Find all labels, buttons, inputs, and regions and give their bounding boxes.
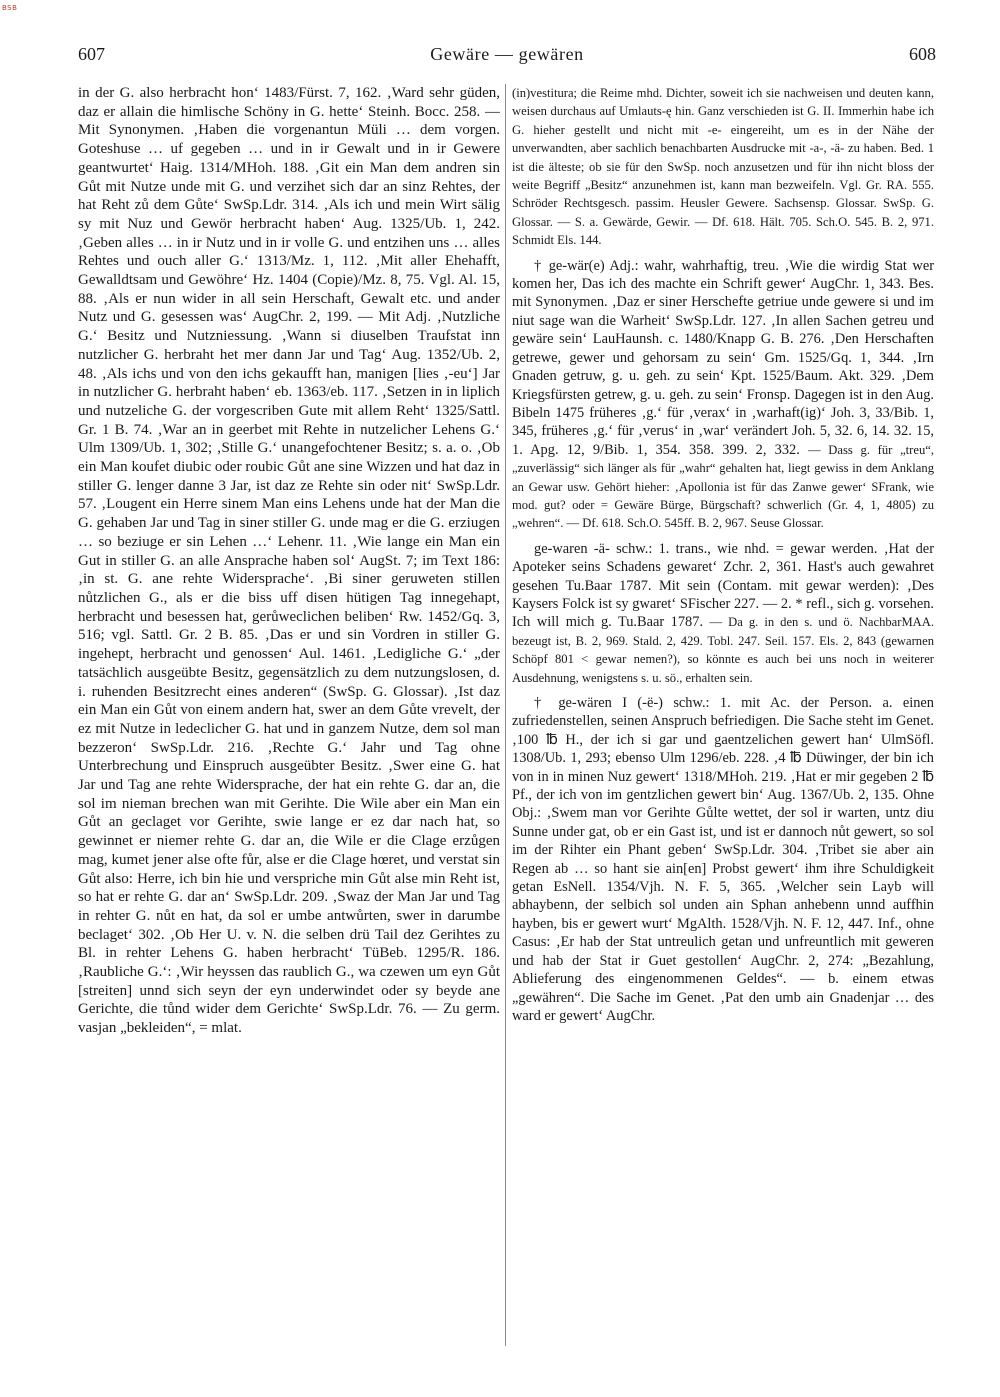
library-stamp: BSB (2, 4, 18, 12)
entry-gewaren (512, 540, 934, 687)
entry-gewaere-adj (512, 257, 934, 533)
page-number-right: 608 (909, 44, 936, 64)
entry-gewaere-adj-text: † ge-wär(e) Adj.: wahr, wahrhaftig, treu. ‚Wie die wirdig Stat wer komen her, Das ich des machte ein Schrift gewer‘ AugChr. 1, 343. Bes. mit Synonymen. ‚Daz er siner Herschefte getriue unde gewere si und im niut sage wan die Warheit‘ SwSp.Ldr. 127. ‚In allen Sachen getreu und gewäre sein‘ LauHaunsh. c. 1480/Knapp G. B. 276. ‚Den Herschaften getrewe, gewer und gehorsam zu sein‘ Gm. 1525/Gq. 1, 344. ‚Irn Gnaden getruw, g. u. geh. zu sein‘ Kpt. 1525/Baum. Akt. 329. ‚Dem Kriegsfürsten getrew, g. u. geh. zu sein‘ Fronsp. Dagegen ist in den Aug. Bibeln 1475 früheres ‚g.‘ für ‚verax‘ in ‚warhaft(ig)‘ Joh. 3, 33/Bib. 1, 345, früheres ‚g.‘ für ‚verus‘ in ‚war‘ verändert Joh. 5, 32. 6, 14. 32. 15, 1. Apg. 12, 9/Bib. 1, 354. 358. 399. 2, 332. (512, 257, 934, 458)
entry-gewaeren-i: † ge-wären I (-ë-) schw.: 1. mit Ac. der Person. a. einen zufriedenstellen, seinen Anspruch befriedigen. Die Sache steht im Genet. ‚100 ℔ H., der ich si gar und gaentzelichen gewert han‘ UlmSöfl. 1308/Ub. 1, 293; ebenso Ulm 1296/eb. 228. ‚4 ℔ Düwinger, der bin ich von in in minen Nuz gewert‘ 1318/MHoh. 219. ‚Hat er mir gegeben 2 ℔ Pf., der ich von im gentzlichen gewert bin‘ Aug. 1367/Ub. 2, 135. Ohne Obj.: ‚Swem man vor Gerihte Gůlte wettet, der sol ir warten, untz diu Sunne under gat, ob er ein Gast ist, und ist er dannoch nůt gewert, so sol im der Rihter ein Phant geben‘ SwSp.Ldr. 304. ‚Tribet sie aber ain Regen ab … so hant sie ain[en] Probst gewert‘ ihm ihre Schuldigkeit getan EsNell. 1354/Vjh. N. F. 5, 365. ‚Welcher sein Layb will abhaybenn, der selbich sol unden ain Sphan anhebenn unnd auffhin hayben, bis er gewert wurt‘ MgAlth. 1528/Vjh. N. F. 12, 447. Inf., ohne Casus: ‚Er hab der Stat untreulich getan und unfreuntlich mit geweren und hab der Stat ir Guet gestollen‘ AugChr. 2, 274: „Bezahlung, Ablieferung des eingenommenen Geldes“. — b. einem etwas „gewähren“. Die Sache im Genet. ‚Pat den umb ain Gnadenjar … des ward er gewert‘ AugChr. (512, 695, 934, 1024)
left-column (78, 84, 500, 1354)
column-divider (505, 84, 506, 1346)
page-number-left: 607 (78, 44, 105, 64)
left-column-text: in der G. also herbracht hon‘ 1483/Fürst. 7, 162. ‚Ward sehr güden, daz er allain die himlische Schöny in G. hette‘ Steinh. Bocc. 258. — Mit Synonymen. ‚Haben die vorgenantun Müli … dem vorgen. Goteshuse … uf gegeben … und in ir Gewalt und in ir Gewere geantwurtet‘ Haig. 1314/MHoh. 188. ‚Git ein Man dem andren sin Gůt mit Nutze unde mit G. und verzihet sich dar an sinz Rehtes, der hat Reht zů dem Gůte‘ SwSp.Ldr. 314. ‚Als ich und mein Wirt sälig sy mit Nuz und Gewör herbracht haben‘ Aug. 1325/Ub. 1, 242. ‚Geben alles … in ir Nutz und in ir volle G. und entzihen uns … alles Rehtes und ouch aller G.‘ 1313/Mz. 1, 112. ‚Mit aller Ehehafft, Gewalldtsam und Gewöhre‘ Hz. 1404 (Copie)/Mz. 8, 75. Vgl. Al. 15, 88. ‚Als er nun wider in all sein Herschaft, Gewalt etc. und ander Nutz und G. gesessen was‘ AugChr. 2, 199. — Mit Adj. ‚Nutzliche G.‘ Besitz und Nutznіessung. ‚Wann si diuselben Traufstat inn nutzlicher G. herbraht het mer dann Jar und Tag‘ Aug. 1352/Ub. 2, 48. ‚Als ichs und von den ichs gekaufft han, manigen [lies ‚-eu‘] Jar in nutzlicher G. herbraht haben‘ eb. 1363/eb. 117. ‚Setzen in in liplich und nutzeliche G. der vorgescriben Gute mit allem Reht‘ 1325/Sattl. Gr. 1 B. 74. ‚War an in geerbet mit Rehte in nutzelicher Lehens G.‘ Ulm 1309/Ub. 1, 302; ‚Stille G.‘ unangefochtener Besitz; s. a. o. ‚Ob ein Man koufet diubic oder roubic Gůt ane sine Wizzen und hat daz in stiller G. lenger danne 3 Jar, ist daz ze Rehte sin oder nit‘ SwSp.Ldr. 57. ‚Lougent ein Herre sinem Man eins Lehens unde hat der Man die G. gehaben Jar und Tag in siner stiller G. unde mag er die G. erziugen … so beziuge er sin Lehen …‘ Lehenr. 11. ‚Wie lange ein Man ein Gut in stiller G. an alle Ansprache haben sol‘ AugSt. 7; im Text 186: ‚in st. G. ane rehte Widersprache‘. ‚Bi siner geruweten stillen nůtzlichen G., als er die biss uff disen hütigen Tag innegehapt, herbracht und besessen hat, gerůwеclichen beliben‘ Rw. 1452/Gq. 3, 516; vgl. Sattl. Gr. 2 B. 85. ‚Das er und sin Vordren in stiller G. ingehept, herbracht und genossen‘ Aul. 1461. ‚Ledigliche G.‘ „der tatsächlich ausgeübte Besitz, gegensätzlich zu dem nutzungslosen, d. i. ruhenden Besitzrecht eines anderen“ (SwSp. G. Glossar). ‚Ist daz ein Man ein Gůt von einem andern hat, swer an dem Gůte vrevelt, der ez mit Nutze in ledeclicher G. hat und in ganzem Nutze, dem sol man bezzeron‘ SwSp.Ldr. 216. ‚Rechte G.‘ Jahr und Tag ohne Unterbrechung und Einspruch ausgeübter Besitz. ‚Swer eine G. hat Jar und Tag ane rehte Widersprache, der hat ein rehte G. dar an, die sol im nieman brechen wan mit Gerihte. Die Wile aber ein Man ein Gůt an geclaget vor Gerihte, swie lange er ez dar nach hat, so gewinnet er niemer rehte G. dar an, die Wile er die Clage erzůgen mag, kumet jener alse ofte fůr, alse er die Clage hœret, und verstat sin Gůt also: Herre, ich bin hie und verspriche min Gůt alse min Reht ist, so hat er rehte G. dar an‘ SwSp.Ldr. 209. ‚Swaz der Man Jar und Tag in rehter G. nůt en hat, da sol er umbe antwůrten, swer in darumbe beclaget‘ 302. ‚Ob Her U. v. N. die selben drü Tail dez Gerihtes zu Bl. in rehter Lehens G. haben herbracht‘ TüBeb. 1295/R. 186. ‚Raubliche G.‘: ‚Wir heyssen das raublich G., wa czewen um eyn Gůt [streiten] unnd sich seyn der eyn underwindet oder sy beyde ane Gerichte, die tůnd wider dem Gerichte‘ SwSp.Ldr. 76. — Zu germ. vasjan „bekleiden“, = mlat. (78, 85, 500, 1037)
entry-gewaere-adj-note: — Dass g. für „treu“, „zuverlässig“ sich länger als für „wahr“ gehalten hat, liegt gewiss in dem Anklang an Gewar usw. Gehört hieher: ‚Apollonia ist für das Zanwe gewer‘ SFrank, wie mod. gut? oder = Gewäre Bürge, Bürgschaft? schwerlich (Gr. 4, 1, 4805) zu „wehren“. — Df. 618. Sch.O. 545ff. B. 2, 967. Seuse Glossar. (512, 442, 934, 531)
entry-gewaren-note: — Da g. in den s. und ö. NachbarMAA. bezeugt ist, B. 2, 969. Stald. 2, 429. Tobl. 247. Seil. 157. Els. 2, 843 (gewarnen Schöpf 801 < gewar nemen?), so könnte es auch bei uns noch in weiterer Ausdehnung, wenigstens s. u. sö., erhalten sein. (512, 615, 934, 685)
entry-gewaren-text: ge-waren -ä- schw.: 1. trans., wie nhd. = gewar werden. ‚Hat der Apoteker seins Schadens gewaret‘ Zchr. 2, 361. Hast's auch gewahret gesehen Tu.Baar 1787. Mit sein (Contam. mit gewar werden): ‚Des Kaysers Folck ist sy gwaret‘ SFischer 227. — 2. * refl., sich g. vorsehen. Ich will mich g. Tu.Baar 1787. (512, 540, 934, 631)
page-header (78, 44, 936, 68)
running-title: Gewäre — gewären (430, 44, 584, 64)
right-column-intro: (in)vestitura; die Reime mhd. Dichter, soweit ich sie nachweisen und deuten kann, weisen durchaus auf Umlauts-ę hin. Ganz verschieden ist G. II. Immerhin habe ich G. hieher gestellt und nicht mit -e- eingereiht, um es in der Nähe der unverwandten, aber sachlich benachbarten Ausdrucke mit -a-, -ä- zu haben. Bed. 1 ist die älteste; ob sie für den SwSp. noch anzusetzen und für ihn nicht bloss der weite Begriff „Besitz“ anzunehmen ist, kann man bezweifeln. Vgl. Gr. RA. 555. Schröder Rechtsgesch. passim. Heusler Gewere. Sachsensp. Glossar. SwSp. G. Glossar. — S. a. Gewärde, Gewir. — Df. 618. Hält. 705. Sch.O. 545. B. 2, 971. Schmidt Els. 144. (512, 86, 934, 248)
right-column (512, 84, 934, 1354)
